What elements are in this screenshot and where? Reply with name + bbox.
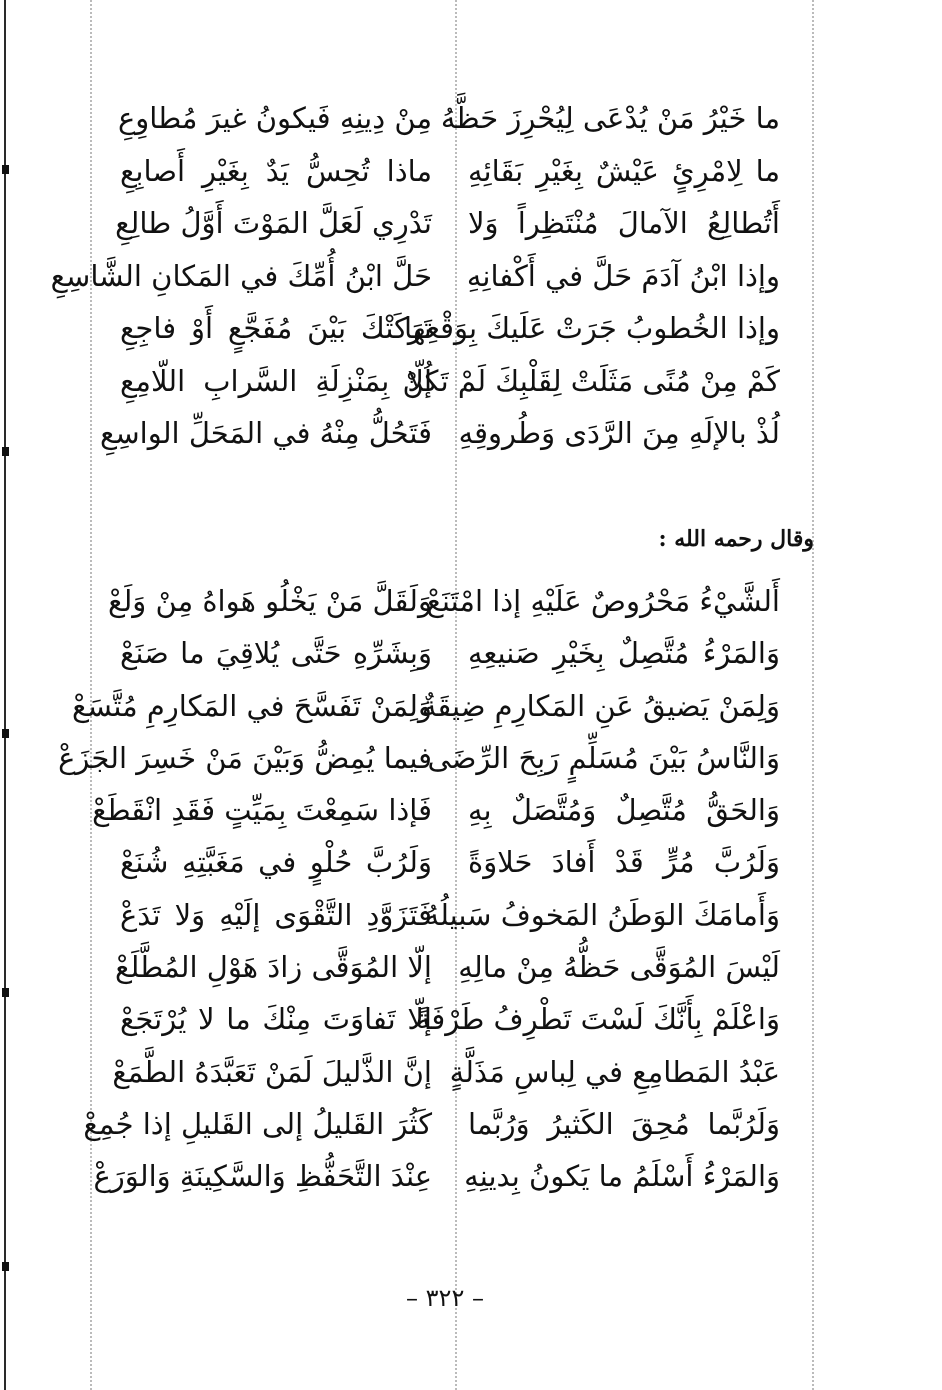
verse-first-hemistich: ما خَيْرُ مَنْ يُدْعَى لِيُحْرِزَ حَظَّهُ xyxy=(440,101,780,135)
verse-second-hemistich: ماذا تُحِسُّ يَدٌ بِغَيْرِ أَصابِعِ xyxy=(120,153,432,188)
edge-mark xyxy=(2,165,9,174)
verse xyxy=(83,1098,780,1150)
verse xyxy=(99,407,780,460)
verse-second-hemistich: فَإذا سَمِعْتَ بِمَيِّتٍ فَقَدِ انْقَطَعْ xyxy=(92,793,432,828)
verse xyxy=(92,784,780,836)
verse xyxy=(120,627,780,679)
edge-mark xyxy=(2,988,9,997)
verse-second-hemistich: وَلَقَلَّ مَنْ يَخْلُو هَواهُ مِنْ وَلَعْ xyxy=(108,584,432,618)
verse-second-hemistich: فَتَحُلُّ مِنْهُ في المَحَلِّ الواسِعِ xyxy=(99,416,432,450)
verse-first-hemistich: كَمْ مِنْ مُنًى مَثَلَتْ لِقَلْبِكَ لَمْ تَكُنْ xyxy=(402,363,780,398)
verse-second-hemistich: كَثُرَ القَليلُ إلى القَليلِ إذا جُمِعْ xyxy=(83,1106,432,1141)
verse xyxy=(115,941,780,993)
verse xyxy=(115,197,780,250)
section-heading: وقال رحمه الله : xyxy=(658,526,814,552)
verse-first-hemistich: أَتُطالِعُ الآمالَ مُنْتَظِراً وَلا xyxy=(468,206,780,240)
verse xyxy=(120,355,780,408)
verse xyxy=(120,993,780,1045)
verse xyxy=(93,1150,780,1202)
verse-first-hemistich: وَلَرُبَّ مُرٍّ قَدْ أَفادَ حَلاوَةً xyxy=(468,845,780,880)
verse xyxy=(50,250,780,303)
verse xyxy=(120,145,780,198)
page-edge xyxy=(4,0,6,1390)
verse xyxy=(112,1046,780,1098)
edge-mark xyxy=(2,447,9,456)
verse-second-hemistich: إلّا بِمَنْزِلَةِ السَّرابِ اللّامِعِ xyxy=(120,363,432,398)
verse-second-hemistich: وَلِمَنْ تَفَسَّحَ في المَكارِمِ مُتَّسَعْ xyxy=(72,688,432,723)
verse-second-hemistich: عِنْدَ التَّحَفُّظِ وَالسَّكِينَةِ وَالوَرَعْ xyxy=(93,1159,432,1194)
verse-second-hemistich: إلّا المُوَقَّى زادَ هَوْلِ المُطَّلَعْ xyxy=(115,950,432,985)
verse-first-hemistich: وَلَرُبَّما مُحِقَ الكَثيرُ وَرُبَّما xyxy=(468,1106,780,1141)
verse-first-hemistich: وإذا الخُطوبُ جَرَتْ عَلَيكَ بِوَقْعِها xyxy=(403,311,780,345)
verse xyxy=(108,575,780,627)
verse-second-hemistich: فَتَزَوَّدِ التَّقْوَى إلَيْهِ وَلا تَدَعْ xyxy=(120,897,432,932)
verse-first-hemistich: عَبْدُ المَطامِعِ في لِباسِ مَذَلَّةٍ xyxy=(449,1054,780,1089)
verse-first-hemistich: وَالمَرْءُ مُتَّصِلٌ بِخَيْرِ صَنيعِهِ xyxy=(468,636,780,671)
verse-first-hemistich: وإذا ابْنُ آدَمَ حَلَّ في أَكْفانِهِ xyxy=(466,258,780,293)
edge-mark xyxy=(2,729,9,738)
edge-mark xyxy=(2,1262,9,1271)
verse-first-hemistich: وَأَمامَكَ الوَطَنُ المَخوفُ سَبيلُهُ xyxy=(424,897,780,932)
verse xyxy=(117,92,780,145)
page-number: – ٣٢٢ – xyxy=(406,1284,484,1312)
verse xyxy=(120,302,780,355)
verse-second-hemistich: إلّا تَفاوَتَ مِنْكَ ما لا يُرْتَجَعْ xyxy=(120,1002,432,1037)
dotted-guide xyxy=(812,0,814,1390)
verse xyxy=(120,836,780,888)
verse-second-hemistich: مِنْ دِينِهِ فَيكونُ غيرَ مُطاوِعِ xyxy=(117,101,432,135)
verse-second-hemistich: وَبِشَرِّهِ حَتَّى يُلاقِيَ ما صَنَعْ xyxy=(120,636,432,671)
verse-first-hemistich: لَيْسَ المُوَقَّى حَظُّهُ مِنْ مالِهِ xyxy=(458,950,780,985)
verse-first-hemistich: ما لِامْرِئٍ عَيْشٌ بِغَيْرِ بَقَائِهِ xyxy=(468,153,780,188)
verse-first-hemistich: لُذْ بالإلَهِ مِنَ الرَّدَى وَطُروقِهِ xyxy=(458,416,780,450)
verse xyxy=(120,889,780,941)
verse-first-hemistich: وَلِمَنْ يَضيقُ عَنِ المَكارِمِ ضِيقَةٌ xyxy=(421,688,780,723)
verse-second-hemistich: حَلَّ ابْنُ أُمِّكَ في المَكانِ الشَّاسِعِ xyxy=(50,258,432,293)
poem-2 xyxy=(58,575,780,1203)
verse-first-hemistich: وَالنَّاسُ بَيْنَ مُسَلِّمٍ رَبِحَ الرِّضَى xyxy=(427,740,780,775)
verse-first-hemistich: وَالمَرْءُ أَسْلَمُ ما يَكونُ بِدينِهِ xyxy=(464,1159,780,1194)
poem-1 xyxy=(50,92,780,460)
verse xyxy=(72,680,780,732)
verse-first-hemistich: وَالحَقُّ مُتَّصِلٌ وَمُتَّصَلٌ بِهِ xyxy=(468,793,780,828)
verse-first-hemistich: وَاعْلَمْ بِأَنَّكَ لَسْتَ تَطْرِفُ طَرْفَةً xyxy=(415,1002,780,1037)
verse-second-hemistich: وَلَرُبَّ حُلْوٍ في مَغَبَّتِهِ شُنَعْ xyxy=(120,845,432,880)
verse-second-hemistich: تَرَكَتْكَ بَيْنَ مُفَجَّعٍ أَوْ فاجِعِ xyxy=(120,311,432,345)
verse-second-hemistich: إنَّ الذَّليلَ لَمَنْ تَعَبَّدَهُ الطَّمَعْ xyxy=(112,1054,432,1089)
verse-second-hemistich: فيما يُمِضُّ وَبَيْنَ مَنْ خَسِرَ الجَزَعْ xyxy=(58,740,432,775)
verse-first-hemistich: أَلشَّيْءُ مَحْرُوصٌ عَلَيْهِ إذا امْتَنَعْ xyxy=(426,584,780,618)
verse xyxy=(58,732,780,784)
verse-second-hemistich: تَدْرِي لَعَلَّ المَوْتَ أَوَّلُ طالِعِ xyxy=(115,206,432,240)
